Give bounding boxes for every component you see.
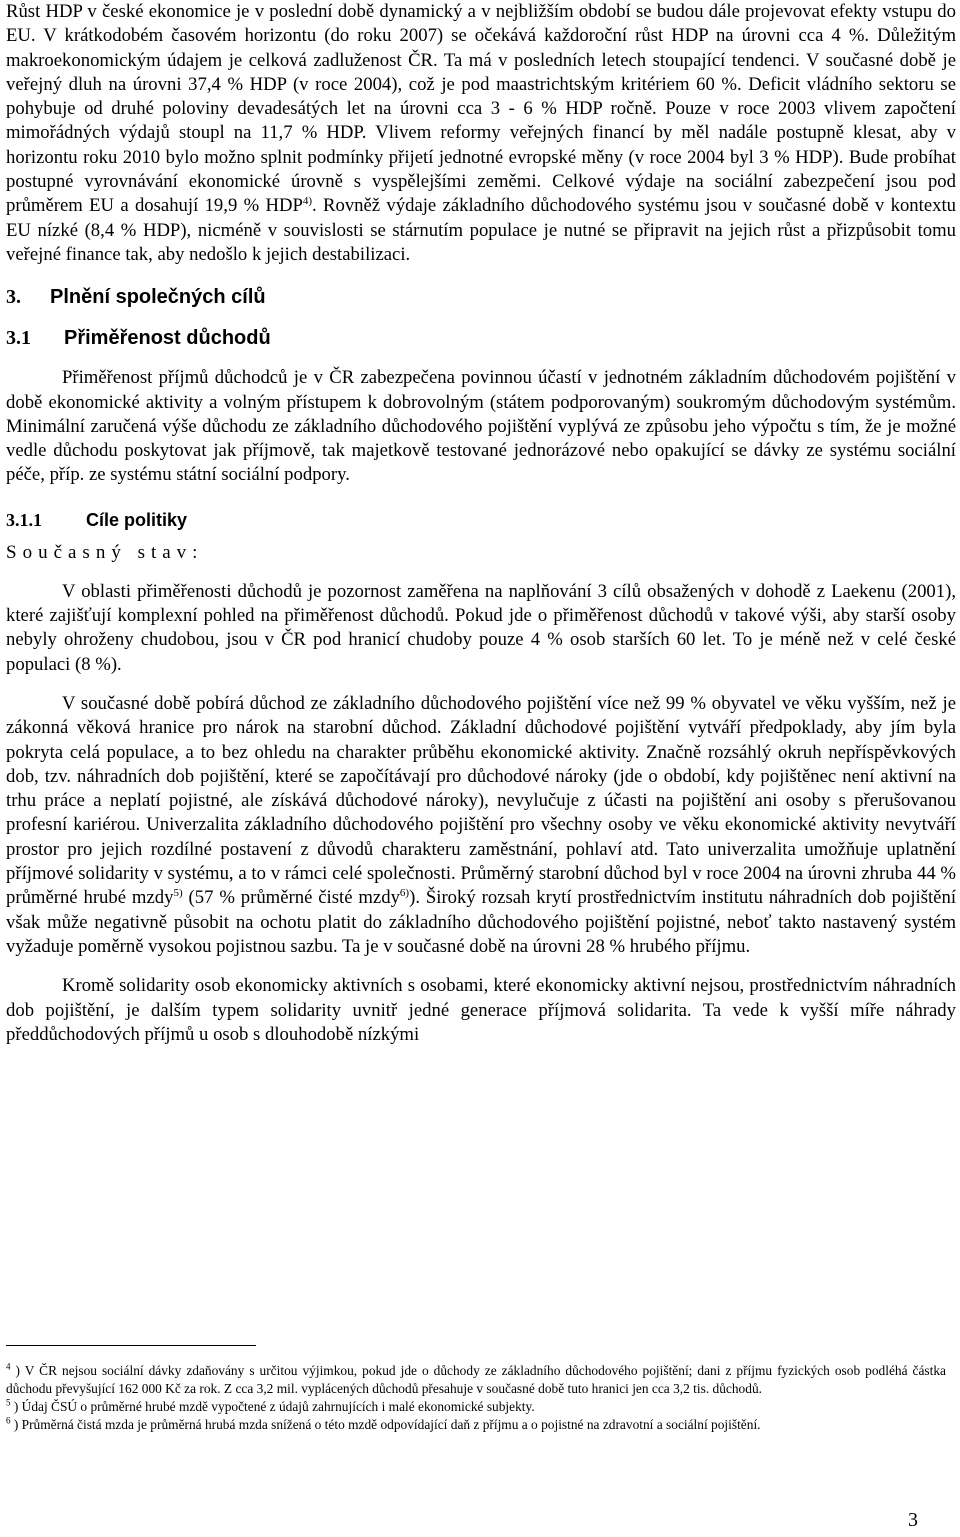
footnotes [6, 1362, 946, 1434]
document-page [6, 0, 956, 1047]
footnote-ref-5: 5) [173, 887, 183, 900]
footnote-ref-4: 4) [302, 195, 313, 208]
section-3-1-1-heading: 3.1.1 Cíle politiky [6, 509, 188, 530]
footnote-4: $^4$ ) V ČR nejsou sociální dávky zdaňovány s určitou výjimkou, pokud jde o důchody ze základního důchodového pojištění; dani z příjmu fyzických osob podléhá částka důchodu převyšující 162 000 Kč za rok. Z cca 3,2 mil. vyplácených důchodů přesahuje v současné době tuto hranici jen cca 3,2 tis. důchodů. [6, 1361, 946, 1396]
paragraph-solidarity: Kromě solidarity osob ekonomicky aktivních s osobami, které ekonomicky aktivní nejsou, prostřednictvím náhradních dob pojištění, je dalším typem solidarity uvnitř jedné generace příjmová solidarita. Ta vede k vyšší míře náhrady předdůchodových příjmů u osob s dlouhodobě nízkými [6, 975, 956, 1045]
current-state-label: Současný stav: [6, 541, 204, 563]
section-3-heading: 3. Plnění společných cílů [6, 286, 266, 309]
footnote-separator [6, 1345, 256, 1346]
footnote-ref-6: 6) [399, 887, 410, 900]
footnote-5: $^5$ ) Údaj ČSÚ o průměrné hrubé mzdě vypočtené z údajů zahrnujících i malé ekonomické subjekty. [6, 1397, 535, 1414]
footnote-6: $^6$ ) Průměrná čistá mzda je průměrná hrubá mzda snížená o této mzdě odpovídající daň z příjmu a o pojistné na zdravotní a sociální pojištění. [6, 1415, 761, 1432]
section-3-1-paragraph: Přiměřenost příjmů důchodců je v ČR zabezpečena povinnou účastí v jednotném základním důchodovém pojištění v době ekonomické aktivity a volným přístupem k dobrovolným (státem podporovaným) soukromým důchodovým systémům. Minimální zaručená výše důchodu ze základního důchodového pojištění vyplývá ze způsobu jeho výpočtu s tím, že je možné vedle důchodu poskytovat jak příjmově, tak majetkově testované jednorázové nebo opakující se dávky ze systému sociální péče, příp. ze systému státní sociální podpory. [6, 367, 956, 486]
page-number: 3 [908, 1509, 918, 1531]
paragraph-coverage: V současné době pobírá důchod ze základního důchodového pojištění více než 99 % obyvatel ve věku vyšším, než je zákonná věková hranice pro nárok na starobní důchod. Základní důchodové pojištění vytváří předpoklady, aby jím byla pokryta celá populace, a to bez ohledu na charakter průběhu ekonomické aktivity. Značně rozsáhlý okruh nepříspěvkových dob, tzv. náhradních dob pojištění, které se započítávají pro důchodové nároky (jde o období, kdy pojištěnec není aktivní na trhu práce a neplatí pojistné, ale získává důchodové nároky), nevylučuje z účasti na pojištění ani osoby s přerušovanou profesní kariérou. Univerzalita základního důchodového pojištění pro všechny osoby ve věku ekonomické aktivity nevytváří prostor pro jejich rozdílné postavení z důvodů charakteru zaměstnání, pohlaví atd. Tato univerzalita umožňuje uplatnění příjmové solidarity v systému, a to v rámci celé společnosti. Průměrný starobní důchod byl v roce 2004 na úrovni zhruba 44 % průměrné hrubé mzdy$^{5)}$ (57 % průměrné čisté mzdy$^{6)}$). Široký rozsah krytí prostřednictvím institutu náhradních dob pojištění však může negativně působit na ochotu platit do základního důchodového pojištění pojistné, neboť takto nastavený systém vyžaduje poměrně vysokou pojistnou sazbu. Ta je v současné době na úrovni 28 % hrubého příjmu. [6, 692, 957, 957]
section-3-1-heading: 3.1 Přiměřenost důchodů [6, 327, 271, 350]
intro-paragraph: Růst HDP v české ekonomice je v poslední době dynamický a v nejbližším období se budou dále projevovat efekty vstupu do EU. V krátkodobém časovém horizontu (do roku 2007) se očekává každoroční růst HDP na úrovni cca 4 %. Důležitým makroekonomickým údajem je celková zadluženost ČR. Ta má v posledních letech stoupající tendenci. V současné době je veřejný dluh na úrovni 37,4 % HDP (v roce 2004), což je pod maastrichtským kritériem 60 %. Deficit vládního sektoru se pohybuje od druhé poloviny devadesátých let na úrovni cca 3 - 6 % HDP ročně. Pouze v roce 2003 vlivem započtení mimořádných výdajů stoupl na 11,7 % HDP. Vlivem reformy veřejných financí by měl nadále postupně klesat, aby v horizontu roku 2010 bylo možno splnit podmínky přijetí jednotné evropské měny (v roce 2004 byl 3 % HDP). Bude probíhat postupné vyrovnávání ekonomické úrovně s vyspělejšími zeměmi. Celkové výdaje na sociální zabezpečení jsou pod průměrem EU a dosahují 19,9 % HDP$^{4)}$. Rovněž výdaje základního důchodového systému jsou v současné době v kontextu EU nízké (8,4 % HDP), nicméně v souvislosti se stárnutím populace je nutné se připravit na jejich růst a přizpůsobit tomu veřejné finance tak, aby nedošlo k jejich destabilizaci. [6, 1, 956, 265]
paragraph-laeken: V oblasti přiměřenosti důchodů je pozornost zaměřena na naplňování 3 cílů obsažených v dohodě z Laekenu (2001), které zajišťují komplexní pohled na přiměřenost důchodů. Pokud jde o přiměřenost důchodů v takové výši, aby starší osoby nebyly ohroženy chudobou, jsou v ČR pod hranicí chudoby pouze 4 % osob starších 60 let. To je méně než v celé české populaci (8 %). [6, 580, 956, 675]
